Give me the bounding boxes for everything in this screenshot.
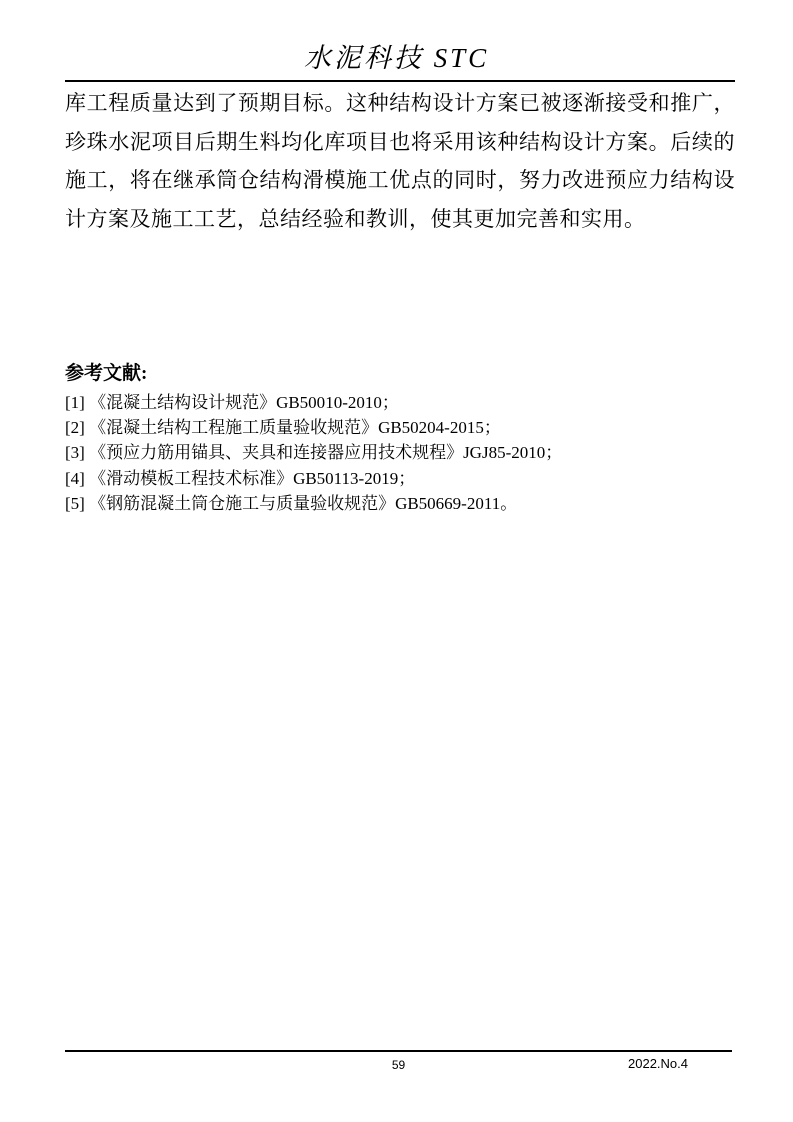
- reference-item: [5] 《钢筋混凝土筒仓施工与质量验收规范》GB50669-2011。: [65, 493, 518, 513]
- page-body: [0, 84, 793, 516]
- footer-rule: [65, 1050, 732, 1052]
- article-paragraph: 库工程质量达到了预期目标。这种结构设计方案已被逐渐接受和推广，珍珠水泥项目后期生料均化库项目也将采用该种结构设计方案。后续的施工，将在继承筒仓结构滑模施工优点的同时，努力改进预应力结构设计方案及施工工艺，总结经验和教训，使其更加完善和实用。: [65, 91, 735, 231]
- references-heading: 参考文献:: [65, 363, 148, 384]
- references-section: [65, 362, 735, 516]
- references-list: [65, 390, 735, 516]
- issue-number: 2022.No.4: [628, 1056, 688, 1071]
- page-footer: [65, 1050, 732, 1074]
- header-rule: [65, 80, 735, 82]
- reference-item: [3] 《预应力筋用锚具、夹具和连接器应用技术规程》JGJ85-2010；: [65, 443, 563, 463]
- reference-item: [2] 《混凝土结构工程施工质量验收规范》GB50204-2015；: [65, 418, 501, 438]
- reference-item: [4] 《滑动模板工程技术标准》GB50113-2019；: [65, 468, 416, 488]
- footer-row: [65, 1056, 732, 1074]
- reference-item: [1] 《混凝土结构设计规范》GB50010-2010；: [65, 393, 399, 412]
- page-header: [0, 0, 793, 82]
- journal-title: 水泥科技 STC: [303, 43, 490, 73]
- page-number: 59: [391, 1058, 406, 1072]
